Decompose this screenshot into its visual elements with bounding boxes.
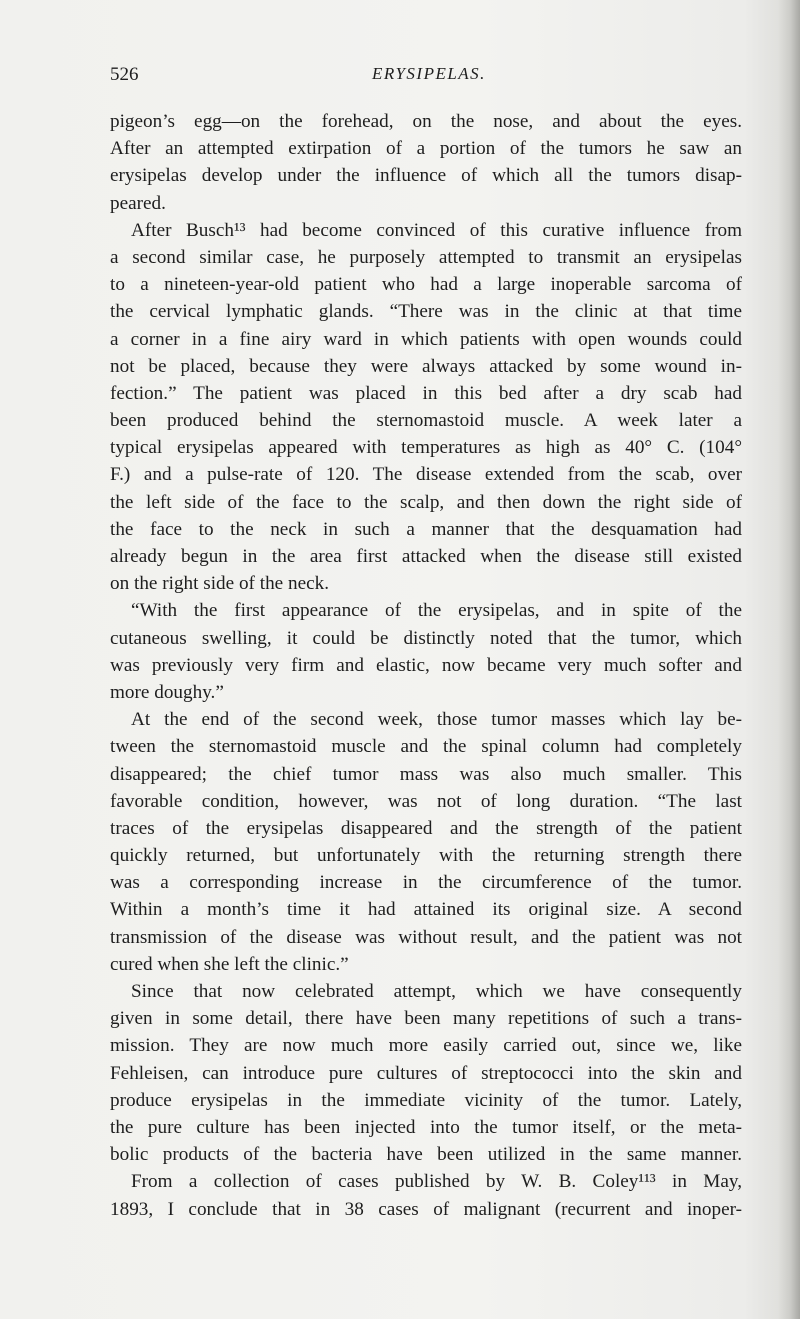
text-line: 1893, I conclude that in 38 cases of malignant (recurrent and inoper-: [110, 1198, 742, 1220]
page-header: [110, 64, 740, 90]
text-line: F.) and a pulse-rate of 120. The disease extended from the scab, over: [110, 464, 742, 486]
text-line: typical erysipelas appeared with temperatures as high as 40° C. (104°: [110, 437, 742, 459]
text-line: given in some detail, there have been many repetitions of such a trans-: [110, 1008, 742, 1030]
text-line: was a corresponding increase in the circumference of the tumor.: [110, 872, 742, 894]
text-line: the cervical lymphatic glands. “There was in the clinic at that time: [110, 301, 742, 323]
text-line: the face to the neck in such a manner that the desquamation had: [110, 518, 742, 540]
text-line: the left side of the face to the scalp, and then down the right side of: [110, 491, 742, 513]
text-line: “With the first appearance of the erysipelas, and in spite of the: [131, 600, 742, 622]
text-line: transmission of the disease was without result, and the patient was not: [110, 926, 742, 948]
page-number: 526: [110, 64, 139, 85]
running-head: ERYSIPELAS.: [372, 64, 486, 83]
text-line: At the end of the second week, those tumor masses which lay be-: [131, 709, 742, 731]
text-line: the pure culture has been injected into the tumor itself, or the meta-: [110, 1116, 742, 1138]
text-line: bolic products of the bacteria have been utilized in the same manner.: [110, 1144, 742, 1166]
text-line: Within a month’s time it had attained its original size. A second: [110, 899, 742, 921]
text-line: quickly returned, but unfortunately with the returning strength there: [110, 845, 742, 867]
text-line: pigeon’s egg—on the forehead, on the nose, and about the eyes.: [110, 111, 742, 132]
text-line: disappeared; the chief tumor mass was also much smaller. This: [110, 763, 742, 785]
page-edge-shadow: [778, 0, 800, 1319]
text-line: was previously very firm and elastic, now became very much softer and: [110, 654, 742, 676]
text-line: Fehleisen, can introduce pure cultures of streptococci into the skin and: [110, 1062, 742, 1084]
text-line: traces of the erysipelas disappeared and the strength of the patient: [110, 817, 742, 839]
text-line: peared.: [110, 192, 166, 214]
text-line: a corner in a fine airy ward in which patients with open wounds could: [110, 328, 742, 350]
text-line: Since that now celebrated attempt, which we have consequently: [131, 981, 742, 1002]
text-line: tween the sternomastoid muscle and the spinal column had completely: [110, 736, 742, 758]
text-line: cured when she left the clinic.”: [110, 953, 349, 975]
text-line: not be placed, because they were always attacked by some wound in-: [110, 355, 742, 377]
text-line: produce erysipelas in the immediate vicinity of the tumor. Lately,: [110, 1089, 742, 1111]
text-line: cutaneous swelling, it could be distinctly noted that the tumor, which: [110, 627, 742, 649]
text-line: to a nineteen-year-old patient who had a large inoperable sarcoma of: [110, 274, 742, 296]
text-line: on the right side of the neck.: [110, 573, 329, 595]
text-line: After Busch¹³ had become convinced of this curative influence from: [131, 219, 742, 241]
text-line: fection.” The patient was placed in this bed after a dry scab had: [110, 382, 742, 404]
text-line: After an attempted extirpation of a portion of the tumors he saw an: [110, 138, 742, 160]
text-line: more doughy.”: [110, 681, 224, 703]
text-line: a second similar case, he purposely attempted to transmit an erysipelas: [110, 246, 742, 268]
body-text: [110, 108, 742, 1223]
text-line: erysipelas develop under the influence of which all the tumors disap-: [110, 165, 742, 187]
text-line: already begun in the area first attacked when the disease still existed: [110, 546, 742, 567]
text-line: From a collection of cases published by W. B. Coley¹¹³ in May,: [131, 1171, 742, 1193]
text-line: mission. They are now much more easily carried out, since we, like: [110, 1035, 742, 1057]
text-line: been produced behind the sternomastoid muscle. A week later a: [110, 410, 742, 432]
text-line: favorable condition, however, was not of long duration. “The last: [110, 790, 742, 812]
